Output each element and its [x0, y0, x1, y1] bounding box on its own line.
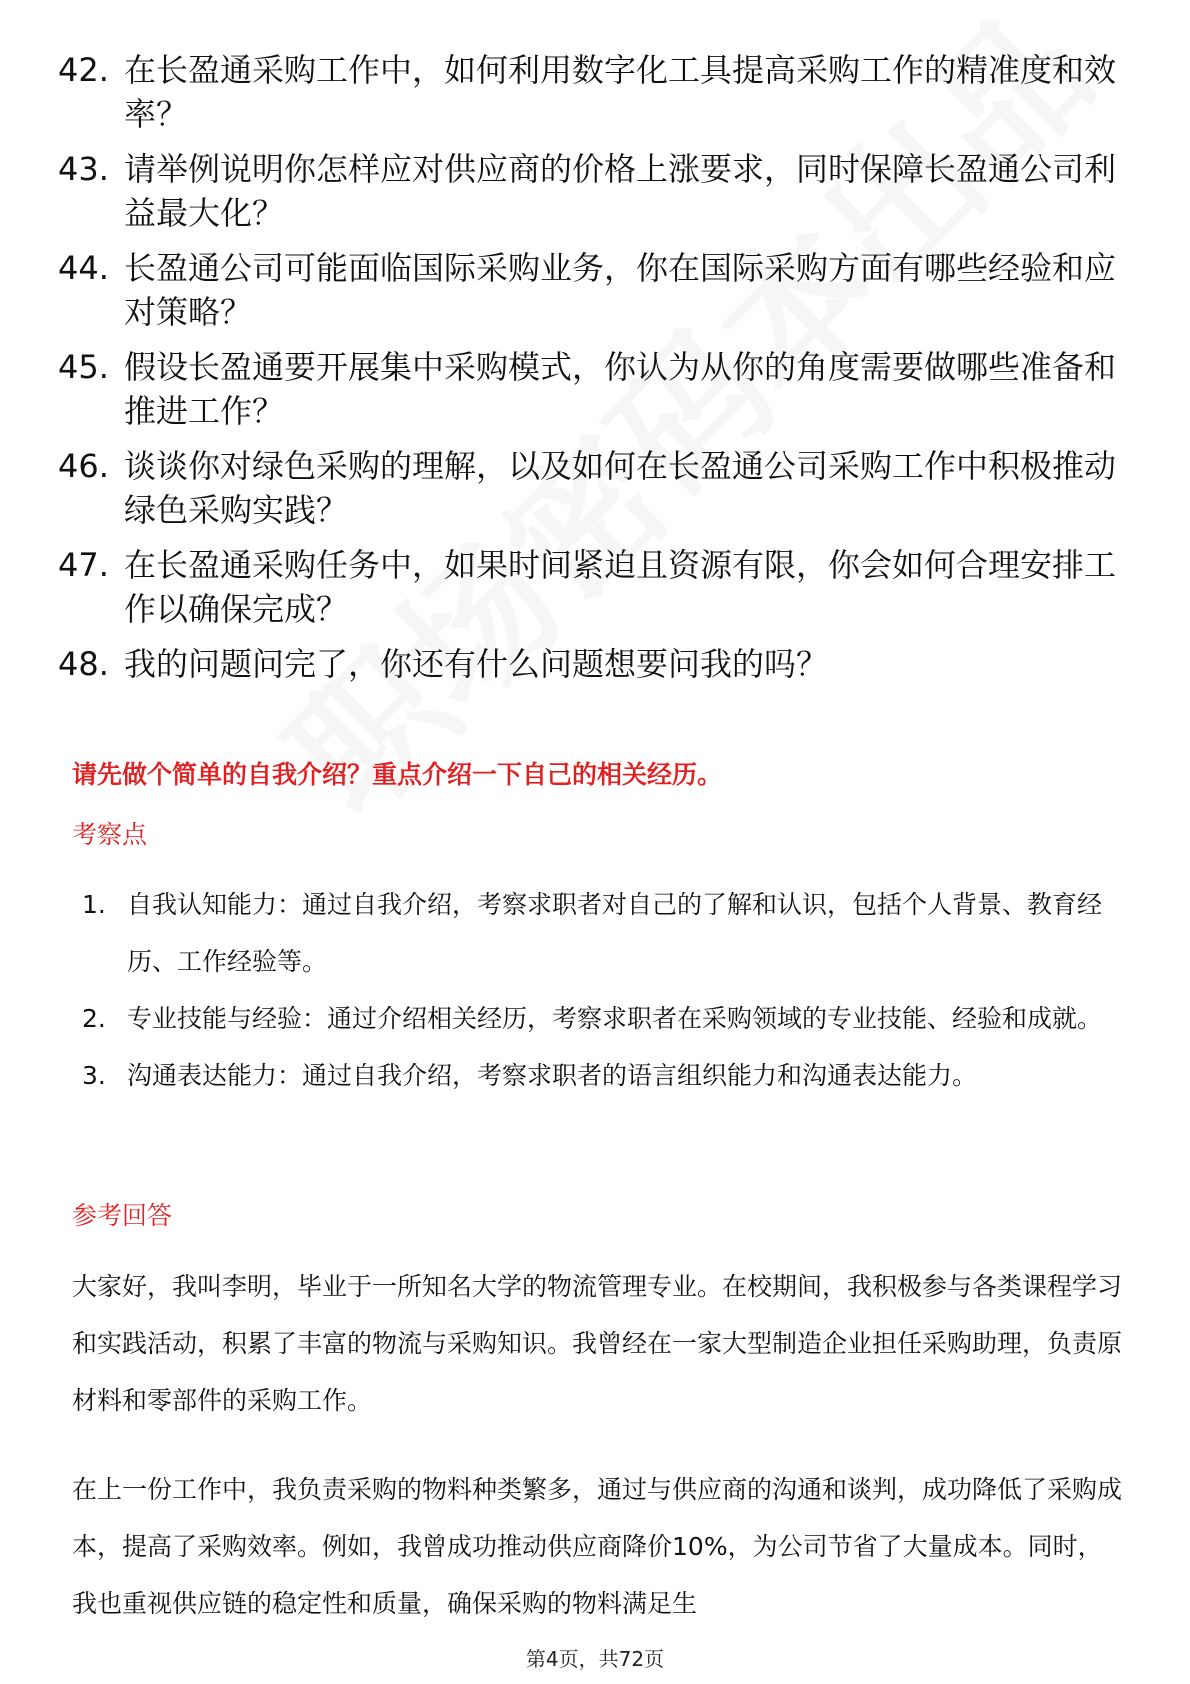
question-text: 在长盈通采购工作中，如何利用数字化工具提高采购工作的精准度和效率？: [124, 51, 1117, 133]
question-number: 47.: [58, 546, 109, 584]
answer-paragraph: 在上一份工作中，我负责采购的物料种类繁多，通过与供应商的沟通和谈判，成功降低了采购成本，提高了采购效率。例如，我曾成功推动供应商降价10%，为公司节省了大量成本。同时，我也重视供应链的稳定性和质量，确保采购的物料满足生: [72, 1475, 1123, 1618]
point-number: 2.: [82, 1004, 106, 1033]
point-text: 沟通表达能力：通过自我介绍，考察求职者的语言组织能力和沟通表达能力。: [127, 1061, 978, 1090]
point-item: [82, 876, 1122, 990]
answer-heading: 参考回答: [72, 1201, 173, 1230]
question-item: [58, 345, 1118, 433]
question-item: [58, 147, 1118, 235]
question-text: 假设长盈通要开展集中采购模式，你认为从你的角度需要做哪些准备和推进工作？: [124, 348, 1117, 430]
question-number: 43.: [58, 150, 109, 188]
question-number: 44.: [58, 249, 109, 287]
question-number: 48.: [58, 645, 109, 683]
section-title: 请先做个简单的自我介绍？重点介绍一下自己的相关经历。: [72, 760, 723, 789]
points-list: [82, 876, 1122, 1104]
point-item: [82, 990, 1122, 1047]
question-text: 在长盈通采购任务中，如果时间紧迫且资源有限，你会如何合理安排工作以确保完成？: [124, 546, 1117, 628]
point-item: [82, 1047, 1122, 1104]
question-item: [58, 543, 1118, 631]
question-item: [58, 48, 1118, 136]
point-text: 自我认知能力：通过自我介绍，考察求职者对自己的了解和认识，包括个人背景、教育经历、工作经验等。: [127, 890, 1103, 976]
point-number: 1.: [82, 890, 106, 919]
question-text: 我的问题问完了，你还有什么问题想要问我的吗？: [124, 645, 829, 683]
page-footer: 第4页，共72页: [525, 1647, 665, 1671]
question-number: 46.: [58, 447, 109, 485]
question-number: 45.: [58, 348, 109, 386]
question-text: 谈谈你对绿色采购的理解，以及如何在长盈通公司采购工作中积极推动绿色采购实践？: [124, 447, 1117, 529]
point-text: 专业技能与经验：通过介绍相关经历，考察求职者在采购领域的专业技能、经验和成就。: [127, 1004, 1103, 1033]
point-number: 3.: [82, 1061, 106, 1090]
question-item: [58, 642, 1118, 686]
points-heading: 考察点: [72, 820, 148, 849]
question-text: 长盈通公司可能面临国际采购业务，你在国际采购方面有哪些经验和应对策略？: [124, 249, 1117, 331]
question-number: 42.: [58, 51, 109, 89]
question-list: [58, 48, 1118, 697]
question-text: 请举例说明你怎样应对供应商的价格上涨要求，同时保障长盈通公司利益最大化？: [124, 150, 1117, 232]
question-item: [58, 246, 1118, 334]
answer-paragraph: 大家好，我叫李明，毕业于一所知名大学的物流管理专业。在校期间，我积极参与各类课程学习和实践活动，积累了丰富的物流与采购知识。我曾经在一家大型制造企业担任采购助理，负责原材料和零部件的采购工作。: [72, 1272, 1123, 1415]
question-item: [58, 444, 1118, 532]
